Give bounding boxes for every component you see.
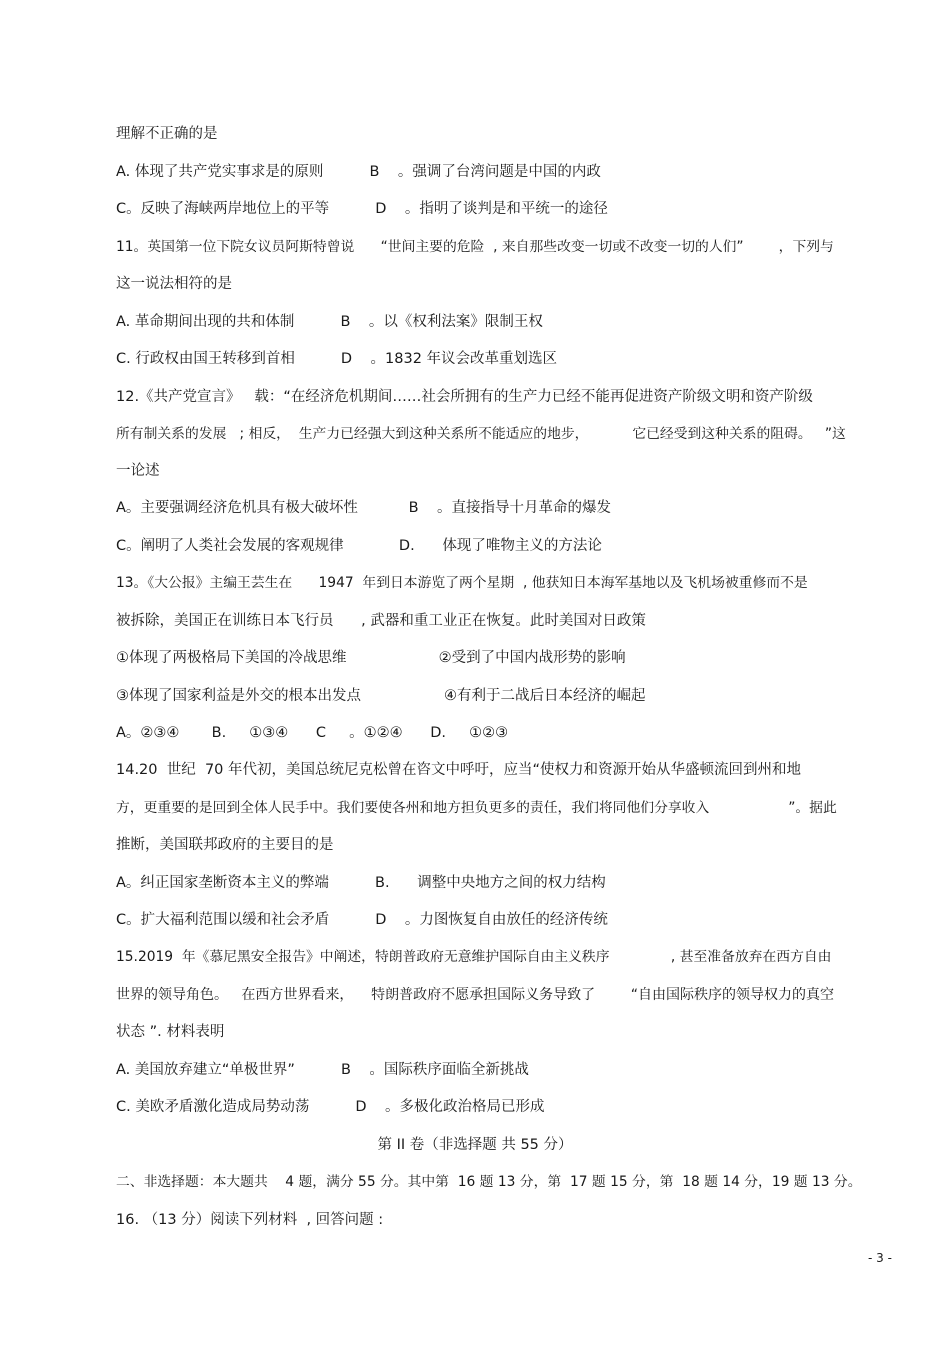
section-title: 第 II 卷（非选择题 共 55 分） [377, 1137, 573, 1153]
line-11: C。阐明了人类社会发展的客观规律 D. 体现了唯物主义的方法论 [116, 538, 602, 554]
line-13: 被拆除，美国正在训练日本飞行员 , 武器和重工业正在恢复。此时美国对日政策 [116, 613, 646, 629]
line-12: 13。《大公报》主编王芸生在 1947 年到日本游览了两个星期 , 他获知日本海军基地以及飞机场被重修而不是 [116, 575, 808, 591]
line-17: 14.20 世纪 70 年代初，美国总统尼克松曾在咨文中呼吁，应当“使权力和资源开始从华盛顿流回到州和地 [116, 762, 802, 778]
line-18: 方，更重要的是回到全体人民手中。我们要使各州和地方担负更多的责任，我们将同他们分享收入 ”。据此 [116, 800, 837, 816]
line-10: A。主要强调经济危机具有极大破坏性 B 。直接指导十月革命的爆发 [116, 500, 612, 516]
line-1: A. 体现了共产党实事求是的原则 B 。强调了台湾问题是中国的内政 [116, 164, 601, 180]
line-21: C。扩大福利范围以缓和社会矛盾 D 。力图恢复自由放任的经济传统 [116, 912, 608, 928]
line-16: A。②③④ B. ①③④ C 。①②④ D. ①②③ [116, 725, 509, 741]
line-26: C. 美欧矛盾激化造成局势动荡 D 。多极化政治格局已形成 [116, 1099, 545, 1115]
instruction-line: 二、非选择题：本大题共 4 题，满分 55 分。其中第 16 题 13 分，第 17 题 15 分，第 18 题 14 分，19 题 13 分。 [116, 1174, 862, 1190]
line-14: ①体现了两极格局下美国的冷战思维 ②受到了中国内战形势的影响 [116, 650, 626, 666]
line-15: ③体现了国家利益是外交的根本出发点 ④有利于二战后日本经济的崛起 [116, 688, 646, 704]
line-8: 所有制关系的发展 ; 相反， 生产力已经强大到这种关系所不能适应的地步， 它已经受到这种关系的阻碍。 ”这 [116, 426, 846, 442]
line-4: 这一说法相符的是 [116, 276, 232, 292]
line-19: 推断，美国联邦政府的主要目的是 [116, 837, 334, 853]
line-25: A. 美国放弃建立“单极世界” B 。国际秩序面临全新挑战 [116, 1062, 529, 1078]
line-9: 一论述 [116, 463, 160, 479]
line-3: 11。英国第一位下院女议员阿斯特曾说 “世间主要的危险 , 来自那些改变一切或不改变一切的人们” ，下列与 [116, 239, 834, 255]
question-16: 16. （13 分）阅读下列材料 , 回答问题 : [116, 1212, 384, 1228]
line-22: 15.2019 年《慕尼黑安全报告》中阐述，特朗普政府无意维护国际自由主义秩序 , 甚至准备放弃在西方自由 [116, 949, 832, 965]
page-number: - 3 - [868, 1251, 892, 1265]
line-23: 世界的领导角色。 在西方世界看来， 特朗普政府不愿承担国际义务导致了 “自由国际秩序的领导权力的真空 [116, 987, 835, 1003]
line-2: C。反映了海峡两岸地位上的平等 D 。指明了谈判是和平统一的途径 [116, 201, 608, 217]
line-0: 理解不正确的是 [116, 126, 218, 142]
line-5: A. 革命期间出现的共和体制 B 。以《权利法案》限制王权 [116, 314, 543, 330]
line-6: C. 行政权由国王转移到首相 D 。1832 年议会改革重划选区 [116, 351, 558, 367]
line-24: 状态 ”. 材料表明 [116, 1024, 225, 1040]
line-20: A。纠正国家垄断资本主义的弊端 B. 调整中央地方之间的权力结构 [116, 875, 606, 891]
line-7: 12.《共产党宣言》 载：“在经济危机期间……社会所拥有的生产力已经不能再促进资产阶级文明和资产阶级 [116, 389, 813, 405]
